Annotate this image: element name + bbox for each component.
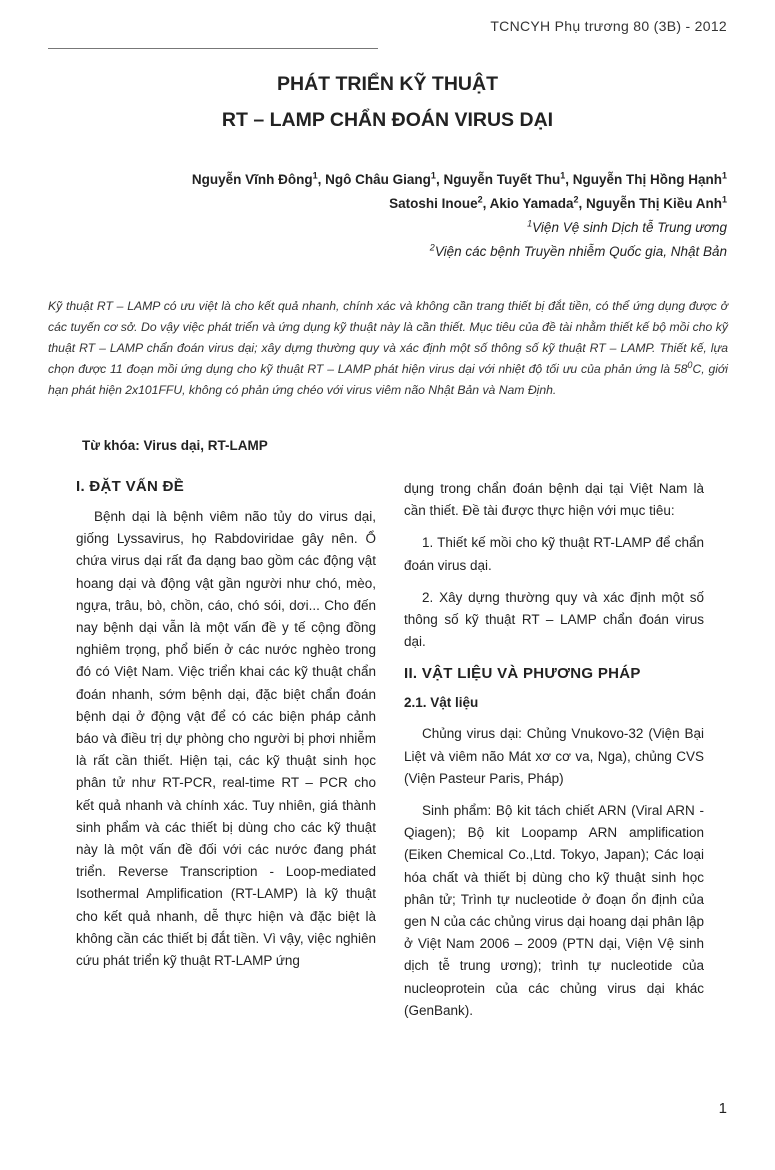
abstract: Kỹ thuật RT – LAMP có ưu việt là cho kết quả nhanh, chính xác và không cần trang thiết bị đắt tiền, có thể ứng dụng được ở các tuyến cơ sở. Do vậy việc phát triển và ứng dụng kỹ thuật này là cần thiết. Mục tiêu của đề tài nhằm thiết kế bộ mồi cho kỹ thuật RT – LAMP chẩn đoán virus dại; xây dựng thường quy và xác định một số thông số kỹ thuật RT – LAMP. Thiết kế, lựa chọn được 11 đoạn mồi ứng dụng cho kỹ thuật RT – LAMP phát hiện virus dại với nhiệt độ tối ưu của phản ứng là $58^0C$, giới hạn phát hiện 2x101FFU, không có phản ứng chéo với virus viêm não Nhật Bản và Nam Định. <box>48 299 729 397</box>
author-name: Akio Yamada <box>489 196 574 211</box>
objective-2: 2. Xây dựng thường quy và xác định một số thông số kỹ thuật RT – LAMP chẩn đoán virus dại. <box>404 589 704 650</box>
body-paragraph: Sinh phẩm: Bộ kit tách chiết ARN (Viral ARN - Qiagen); Bộ kit Loopamp ARN amplification (Eiken Chemical Co.,Ltd. Tokyo, Japan); Các loại hóa chất và thiết bị dùng cho kỹ thuật sinh học phân tử; Trình tự nucleotide ở đoạn ổn định của gen N của các chủng virus dại hoang dại phân lập ở Việt Nam 2006 – 2009 (PTN dại, Viện Vệ sinh dịch tễ trung ương); trình tự nucleotide của nucleoprotein của các chủng virus dại khác (GenBank). <box>404 803 704 1018</box>
section-heading: I. ĐẶT VẤN ĐỀ <box>76 478 185 495</box>
affiliation-marker: 1 <box>721 194 727 205</box>
title-line-2: RT – LAMP CHẨN ĐOÁN VIRUS DẠI <box>221 109 554 131</box>
affiliation-marker: 1 <box>430 170 436 181</box>
author-name: Nguyễn Tuyết Thu <box>443 172 561 187</box>
keywords: Từ khóa: Virus dại, RT-LAMP <box>82 438 268 453</box>
author-line-2: Satoshi Inoue$^2$, Akio Yamada$^2$, Nguyễn Thị Kiều Anh$^1$ <box>389 194 727 211</box>
body-paragraph: dụng trong chẩn đoán bệnh dại tại Việt Nam là cần thiết. Đề tài được thực hiện với mục tiêu: <box>404 481 704 519</box>
subsection-heading: 2.1. Vật liệu <box>404 695 479 711</box>
header-divider <box>48 48 378 49</box>
author-name: Nguyễn Thị Hồng Hạnh <box>572 172 722 187</box>
author-name: Satoshi Inoue <box>389 196 478 211</box>
affiliation-marker: 1 <box>560 170 566 181</box>
objective-1: 1. Thiết kế mồi cho kỹ thuật RT-LAMP để chẩn đoán virus dại. <box>404 535 704 573</box>
right-column <box>404 478 704 1032</box>
running-header: TCNCYH Phụ trương 80 (3B) - 2012 <box>490 18 727 34</box>
article-title <box>0 66 775 138</box>
affiliation-marker: 1 <box>721 170 727 181</box>
author-block <box>27 168 727 264</box>
title-line-1: PHÁT TRIỂN KỸ THUẬT <box>277 73 498 95</box>
left-column <box>76 476 376 982</box>
page-number: 1 <box>718 1100 727 1117</box>
affiliation-marker: 2 <box>477 194 483 205</box>
section-heading: II. VẬT LIỆU VÀ PHƯƠNG PHÁP <box>404 665 641 683</box>
author-name: Ngô Châu Giang <box>325 172 431 187</box>
body-paragraph: Bệnh dại là bệnh viêm não tủy do virus dại, giống Lyssavirus, họ Rabdoviridae gây nên. Ổ chứa virus dại rất đa dạng bao gồm các động vật hoang dại và động vật gần người như chó, mèo, ngựa, trâu, bò, chồn, cáo, chó sói, dơi... Cho đến nay bệnh dại vẫn là một vấn đề y tế cộng đồng nghiêm trọng, phổ biến ở các nước nghèo trong đó có Việt Nam. Việc triển khai các kỹ thuật chẩn đoán nhanh, sớm bệnh dại, đặc biệt chẩn đoán bệnh dại ở động vật để có các biện pháp cảnh báo và điều trị dự phòng cho người bị phơi nhiễm là rất cần thiết. Hiện tại, các kỹ thuật sinh học phân tử như RT-PCR, real-time RT – PCR cho kết quả nhanh và chính xác. Tuy nhiên, giá thành sinh phẩm và các thiết bị dùng cho các kỹ thuật này là một vấn đề đối với các nước đang phát triển. Reverse Transcription - Loop-mediated Isothermal Amplification (RT-LAMP) là kỹ thuật cho kết quả nhanh, dễ thực hiện và đặc biệt là không cần các thiết bị đắt tiền. Vì vậy, việc nghiên cứu phát triển kỹ thuật RT-LAMP ứng <box>76 509 376 969</box>
affiliation-marker: 1 <box>312 170 318 181</box>
body-paragraph: Chủng virus dại: Chủng Vnukovo-32 (Viện Bại Liệt và viêm não Mát xơ cơ va, Nga), chủng CVS (Viện Pasteur Paris, Pháp) <box>404 726 704 786</box>
affiliation-1: $^1$Viện Vệ sinh Dịch tễ Trung ương <box>527 218 727 235</box>
affiliation-2: $^2$Viện các bệnh Truyền nhiễm Quốc gia, Nhật Bản <box>429 242 727 259</box>
affiliation-marker: 2 <box>573 194 579 205</box>
author-line-1: Nguyễn Vĩnh Đông$^1$, Ngô Châu Giang$^1$, Nguyễn Tuyết Thu$^1$, Nguyễn Thị Hồng Hạnh$^1$ <box>191 170 727 187</box>
author-name: Nguyễn Thị Kiều Anh <box>585 196 722 211</box>
author-name: Nguyễn Vĩnh Đông <box>191 172 313 187</box>
